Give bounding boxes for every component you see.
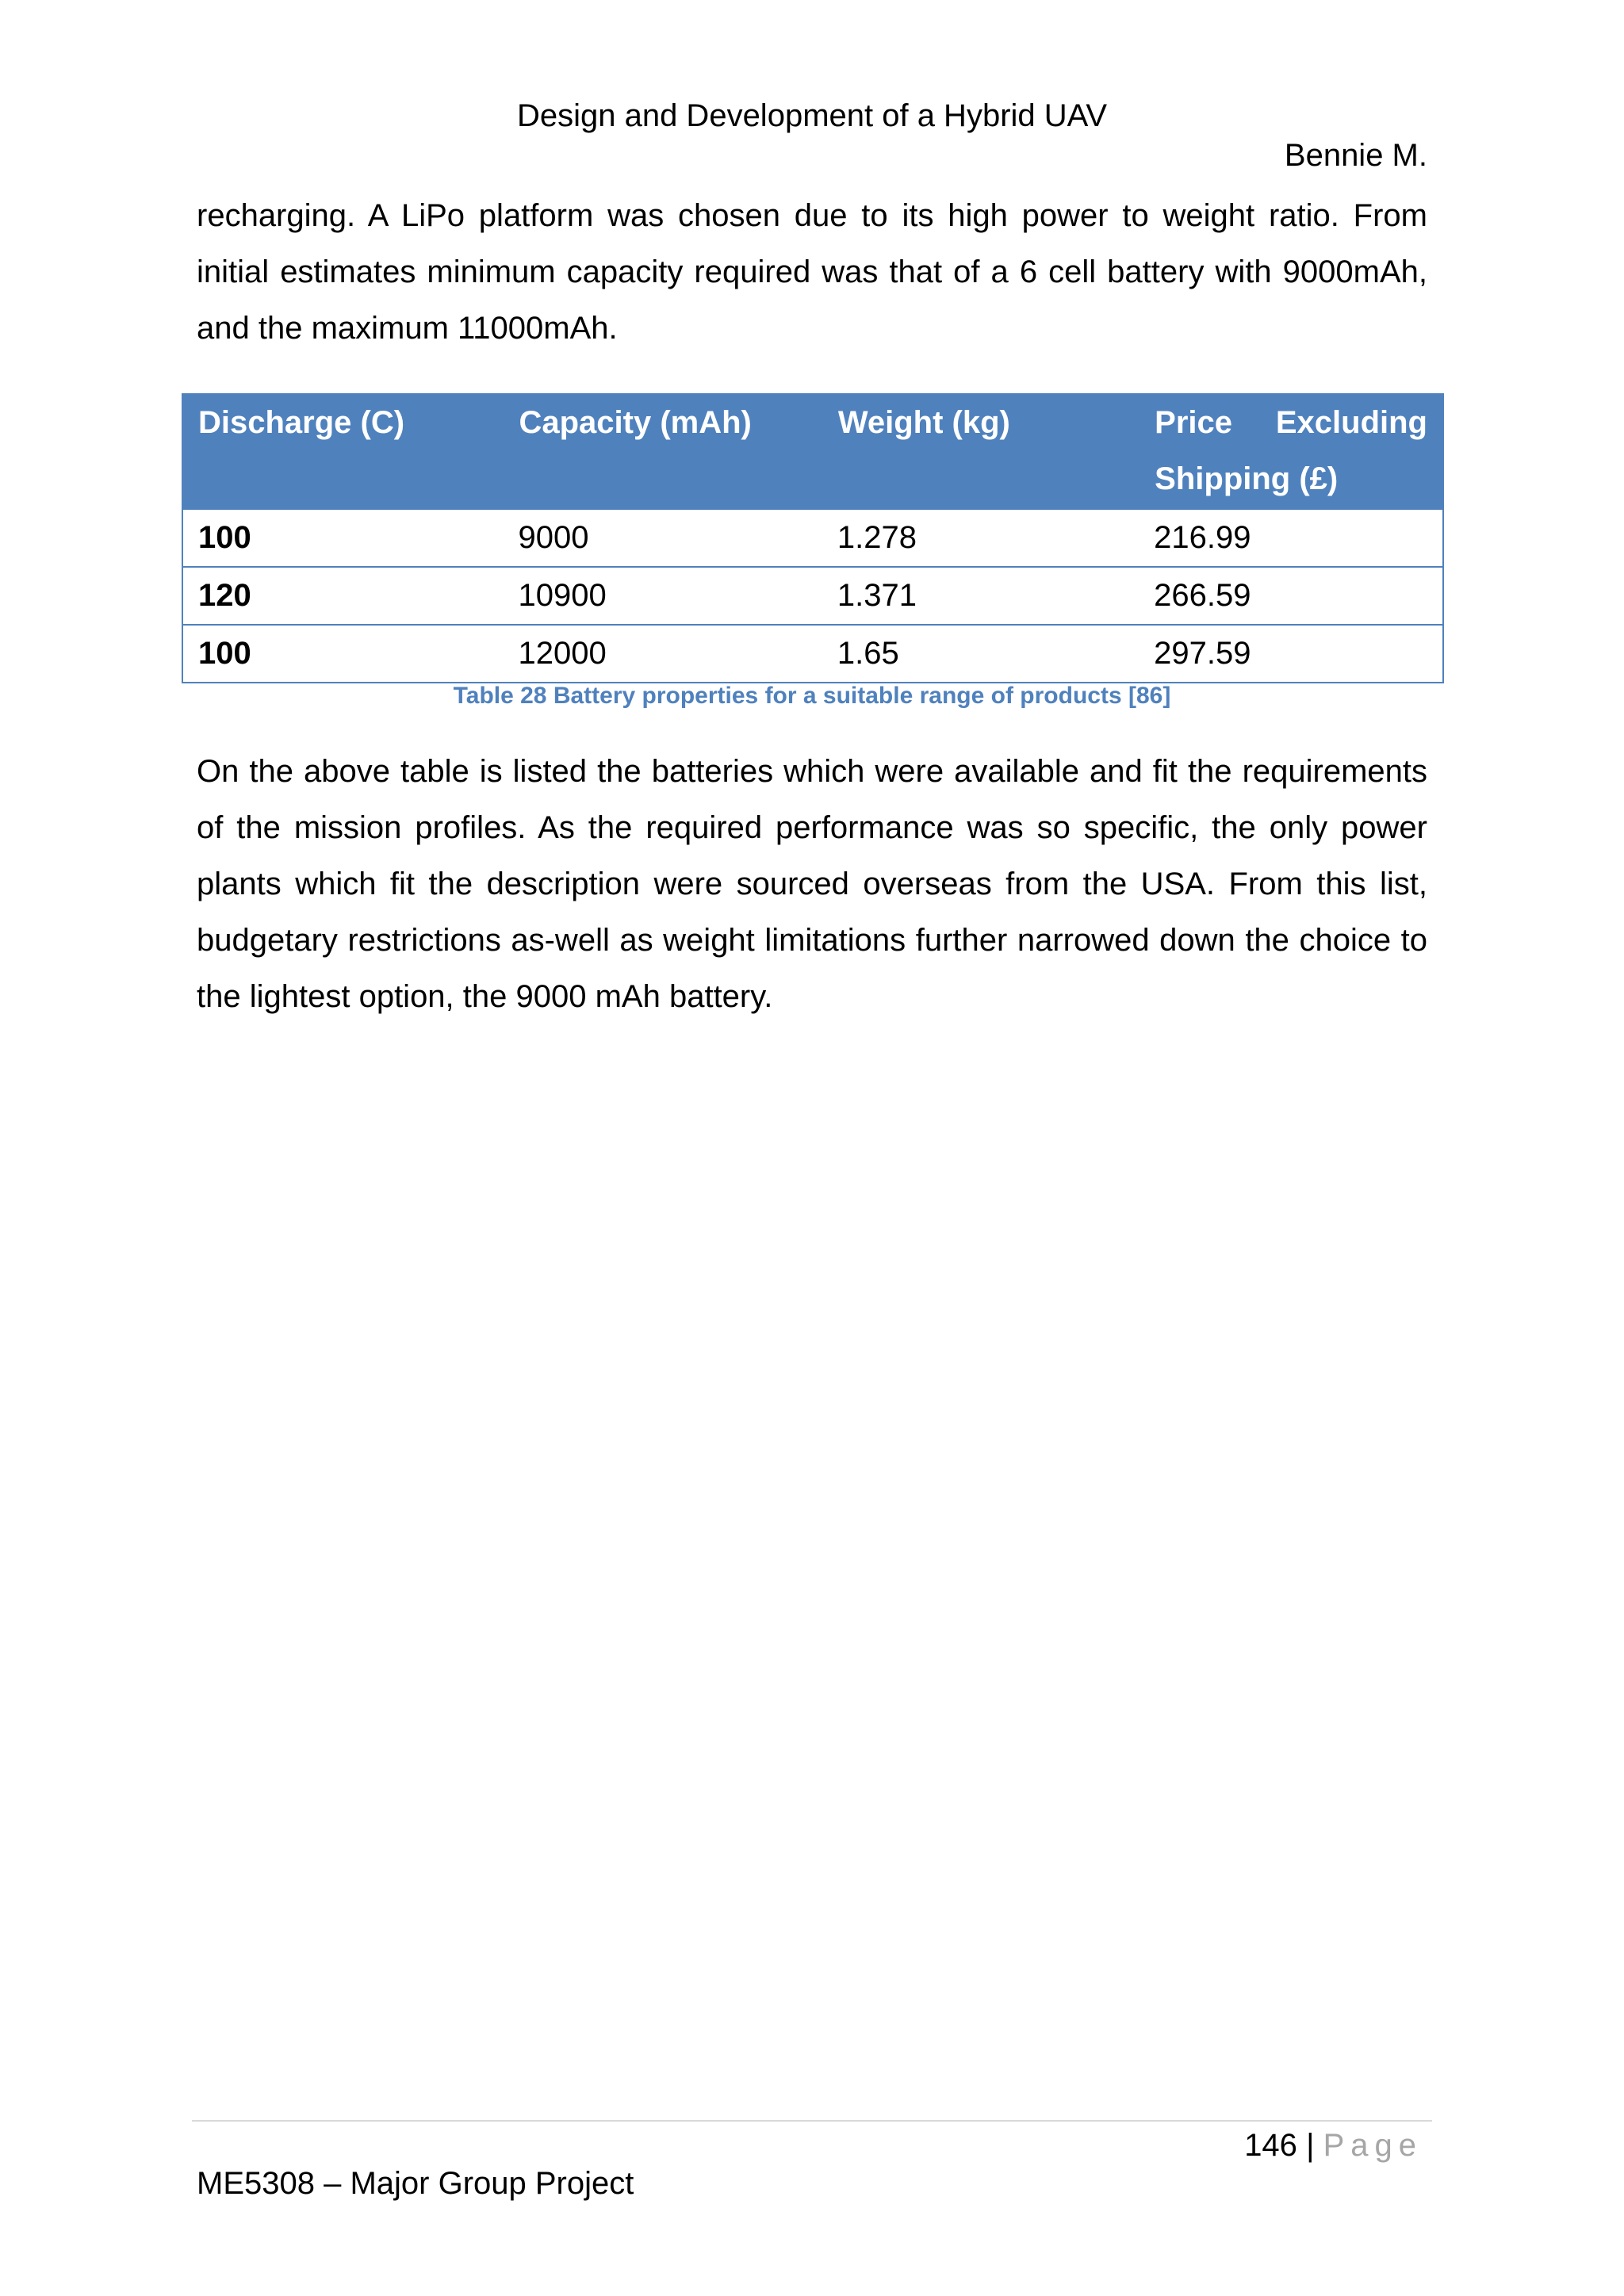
page-word: Page [1323, 2128, 1423, 2163]
cell-capacity: 12000 [503, 625, 822, 683]
footer-divider [192, 2120, 1432, 2122]
page-number [1244, 2123, 1423, 2168]
table-row [182, 509, 1443, 567]
battery-properties-table [182, 393, 1444, 683]
table-row [182, 567, 1443, 625]
cell-capacity: 9000 [503, 509, 822, 567]
header-price-word2: Excluding [1275, 405, 1427, 440]
table-row [182, 625, 1443, 683]
cell-price: 216.99 [1139, 509, 1443, 567]
body-paragraph-2: On the above table is listed the batteries which were available and fit the requirements of the mission profiles. As the required performance was so specific, the only power plants which fit the description were sourced overseas from the USA. From this list, budgetary restrictions as-well as weight limitations further narrowed down the choice to the lightest option, the 9000 mAh battery. [197, 754, 1427, 1014]
header-price [1139, 394, 1443, 509]
header-price-line2: Shipping (£) [1155, 461, 1339, 496]
footer-project-name: ME5308 – Major Group Project [197, 2166, 634, 2201]
cell-capacity: 10900 [503, 567, 822, 625]
cell-discharge: 120 [182, 567, 503, 625]
body-paragraph-1: recharging. A LiPo platform was chosen due to its high power to weight ratio. From initial estimates minimum capacity required was that of a 6 cell battery with 9000mAh, and the maximum 11000mAh. [197, 198, 1427, 346]
cell-weight: 1.371 [822, 567, 1139, 625]
header-capacity: Capacity (mAh) [503, 394, 822, 509]
cell-weight: 1.278 [822, 509, 1139, 567]
cell-discharge: 100 [182, 625, 503, 683]
page-number-separator: | [1306, 2128, 1315, 2163]
running-header-title: Design and Development of a Hybrid UAV [516, 98, 1108, 133]
cell-discharge: 100 [182, 509, 503, 567]
header-discharge: Discharge (C) [182, 394, 503, 509]
table-header-row [182, 394, 1443, 509]
cell-weight: 1.65 [822, 625, 1139, 683]
header-price-word1: Price [1155, 405, 1233, 440]
cell-price: 297.59 [1139, 625, 1443, 683]
page-number-value: 146 [1244, 2128, 1297, 2163]
cell-price: 266.59 [1139, 567, 1443, 625]
running-header-author: Bennie M. [1284, 138, 1427, 173]
table-caption: Table 28 Battery properties for a suitable range of products [86] [453, 683, 1171, 709]
header-weight: Weight (kg) [822, 394, 1139, 509]
